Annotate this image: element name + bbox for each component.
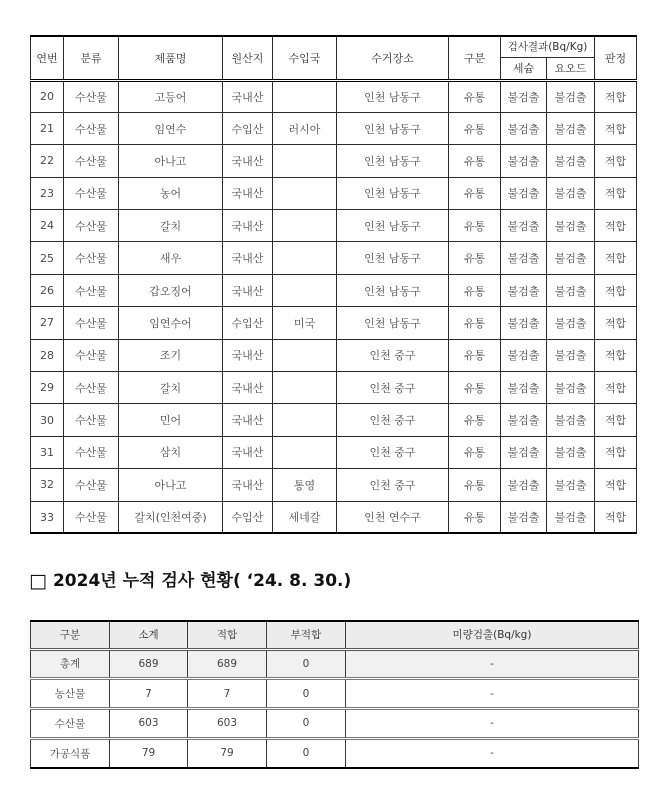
cell-product: 갑오징어: [119, 274, 223, 306]
cell-import-country: [273, 372, 337, 404]
cell-import-country: [273, 274, 337, 306]
cell-category: 수산물: [64, 242, 119, 274]
table-row: [31, 436, 637, 468]
cell-origin: 국내산: [223, 404, 273, 436]
header-distribution-type: 구분: [449, 36, 501, 80]
results-table-body: [31, 80, 637, 533]
cell-subtotal: 603: [110, 708, 188, 738]
cell-judgment: 적합: [595, 501, 637, 533]
cell-iodine: 불검출: [547, 436, 595, 468]
cell-judgment: 적합: [595, 436, 637, 468]
cell-iodine: 불검출: [547, 469, 595, 501]
cell-import-country: 미국: [273, 307, 337, 339]
cell-category: 수산물: [64, 339, 119, 371]
summary-table-body: [31, 649, 639, 768]
cell-distribution-type: 유통: [449, 242, 501, 274]
cell-trace: -: [346, 649, 639, 679]
cell-product: 농어: [119, 177, 223, 209]
table-row: [31, 372, 637, 404]
cell-origin: 국내산: [223, 210, 273, 242]
cell-category: 수산물: [64, 274, 119, 306]
inspection-results-table: [30, 35, 637, 534]
cell-distribution-type: 유통: [449, 339, 501, 371]
table-row: [31, 307, 637, 339]
cell-cesium: 불검출: [501, 339, 547, 371]
cell-distribution-type: 유통: [449, 112, 501, 144]
cell-product: 새우: [119, 242, 223, 274]
cell-cesium: 불검출: [501, 112, 547, 144]
table-row: [31, 145, 637, 177]
cell-pass: 79: [188, 738, 267, 768]
cell-no: 31: [31, 436, 64, 468]
cell-no: 30: [31, 404, 64, 436]
cell-iodine: 불검출: [547, 177, 595, 209]
cell-no: 26: [31, 274, 64, 306]
cell-product: 임연수: [119, 112, 223, 144]
cell-cesium: 불검출: [501, 404, 547, 436]
header-category: 분류: [64, 36, 119, 80]
cell-category: 수산물: [64, 112, 119, 144]
cell-collection-place: 인천 남동구: [337, 242, 449, 274]
cell-cesium: 불검출: [501, 210, 547, 242]
cell-iodine: 불검출: [547, 80, 595, 112]
cell-origin: 국내산: [223, 274, 273, 306]
table-row: [31, 274, 637, 306]
cell-category: 수산물: [64, 80, 119, 112]
cell-import-country: [273, 210, 337, 242]
cell-import-country: 통영: [273, 469, 337, 501]
cell-cesium: 불검출: [501, 372, 547, 404]
cell-import-country: 세네갈: [273, 501, 337, 533]
cell-judgment: 적합: [595, 274, 637, 306]
cell-distribution-type: 유통: [449, 372, 501, 404]
cell-product: 임연수어: [119, 307, 223, 339]
cell-no: 32: [31, 469, 64, 501]
cell-judgment: 적합: [595, 469, 637, 501]
table-row: [31, 177, 637, 209]
cell-product: 갈치: [119, 210, 223, 242]
cell-type: 수산물: [31, 708, 110, 738]
cell-iodine: 불검출: [547, 404, 595, 436]
cell-collection-place: 인천 남동구: [337, 145, 449, 177]
table-row: [31, 708, 639, 738]
header-trace: 미량검출(Bq/kg): [346, 621, 639, 649]
cell-product: 삼치: [119, 436, 223, 468]
cell-subtotal: 689: [110, 649, 188, 679]
cell-cesium: 불검출: [501, 177, 547, 209]
cell-origin: 국내산: [223, 242, 273, 274]
cell-collection-place: 인천 남동구: [337, 112, 449, 144]
cell-origin: 국내산: [223, 80, 273, 112]
cell-product: 아나고: [119, 145, 223, 177]
header-judgment: 판정: [595, 36, 637, 80]
cell-origin: 국내산: [223, 177, 273, 209]
cell-distribution-type: 유통: [449, 307, 501, 339]
cell-judgment: 적합: [595, 112, 637, 144]
cell-no: 22: [31, 145, 64, 177]
cell-category: 수산물: [64, 501, 119, 533]
table-row: [31, 339, 637, 371]
cell-no: 29: [31, 372, 64, 404]
cell-origin: 국내산: [223, 145, 273, 177]
cell-no: 20: [31, 80, 64, 112]
cell-judgment: 적합: [595, 372, 637, 404]
cell-origin: 국내산: [223, 469, 273, 501]
square-bullet-icon: □: [29, 570, 47, 592]
cell-iodine: 불검출: [547, 307, 595, 339]
cell-iodine: 불검출: [547, 145, 595, 177]
cell-collection-place: 인천 중구: [337, 404, 449, 436]
cell-judgment: 적합: [595, 404, 637, 436]
header-subtotal: 소계: [110, 621, 188, 649]
section-heading: [29, 569, 351, 593]
cell-origin: 수입산: [223, 307, 273, 339]
cell-product: 갈치(인천여중): [119, 501, 223, 533]
cell-product: 민어: [119, 404, 223, 436]
cell-product: 고등어: [119, 80, 223, 112]
cell-subtotal: 7: [110, 679, 188, 709]
cell-cesium: 불검출: [501, 80, 547, 112]
header-import-country: 수입국: [273, 36, 337, 80]
cell-judgment: 적합: [595, 145, 637, 177]
cell-no: 21: [31, 112, 64, 144]
cell-origin: 수입산: [223, 501, 273, 533]
cell-distribution-type: 유통: [449, 436, 501, 468]
header-cesium: 세슘: [501, 57, 547, 80]
cell-category: 수산물: [64, 372, 119, 404]
header-test-result: 검사결과(Bq/Kg): [501, 36, 595, 57]
cell-no: 23: [31, 177, 64, 209]
table-row: [31, 738, 639, 768]
cell-collection-place: 인천 중구: [337, 339, 449, 371]
cell-iodine: 불검출: [547, 112, 595, 144]
cell-product: 조기: [119, 339, 223, 371]
cell-iodine: 불검출: [547, 501, 595, 533]
table-row: [31, 469, 637, 501]
cell-category: 수산물: [64, 145, 119, 177]
cell-collection-place: 인천 남동구: [337, 210, 449, 242]
cell-pass: 7: [188, 679, 267, 709]
cell-category: 수산물: [64, 177, 119, 209]
cell-distribution-type: 유통: [449, 80, 501, 112]
cumulative-summary-table: [30, 620, 639, 769]
cell-judgment: 적합: [595, 242, 637, 274]
cell-import-country: [273, 242, 337, 274]
cell-iodine: 불검출: [547, 210, 595, 242]
cell-type: 총계: [31, 649, 110, 679]
table-row: [31, 80, 637, 112]
header-iodine: 요오드: [547, 57, 595, 80]
section-title: 2024년 누적 검사 현황( ‘24. 8. 30.): [52, 571, 352, 591]
cell-product: 아나고: [119, 469, 223, 501]
cell-no: 28: [31, 339, 64, 371]
cell-cesium: 불검출: [501, 145, 547, 177]
cell-collection-place: 인천 중구: [337, 469, 449, 501]
cell-import-country: 러시아: [273, 112, 337, 144]
cell-fail: 0: [267, 708, 346, 738]
cell-judgment: 적합: [595, 210, 637, 242]
header-row: [31, 621, 639, 649]
cell-origin: 국내산: [223, 436, 273, 468]
cell-subtotal: 79: [110, 738, 188, 768]
cell-fail: 0: [267, 649, 346, 679]
cell-cesium: 불검출: [501, 436, 547, 468]
cell-trace: -: [346, 708, 639, 738]
cell-distribution-type: 유통: [449, 274, 501, 306]
header-row: [31, 36, 637, 57]
cell-import-country: [273, 177, 337, 209]
cell-category: 수산물: [64, 307, 119, 339]
cell-cesium: 불검출: [501, 469, 547, 501]
cell-import-country: [273, 80, 337, 112]
cell-collection-place: 인천 남동구: [337, 177, 449, 209]
cell-pass: 603: [188, 708, 267, 738]
cell-collection-place: 인천 남동구: [337, 307, 449, 339]
cell-import-country: [273, 436, 337, 468]
header-no: 연번: [31, 36, 64, 80]
cell-no: 33: [31, 501, 64, 533]
table-row: [31, 112, 637, 144]
results-table-header: [31, 36, 637, 80]
cell-distribution-type: 유통: [449, 177, 501, 209]
header-type: 구분: [31, 621, 110, 649]
cell-distribution-type: 유통: [449, 469, 501, 501]
cell-import-country: [273, 339, 337, 371]
cell-cesium: 불검출: [501, 242, 547, 274]
cell-distribution-type: 유통: [449, 404, 501, 436]
cell-judgment: 적합: [595, 339, 637, 371]
cell-fail: 0: [267, 738, 346, 768]
cell-import-country: [273, 145, 337, 177]
cell-product: 갈치: [119, 372, 223, 404]
cell-category: 수산물: [64, 469, 119, 501]
cell-trace: -: [346, 738, 639, 768]
cell-origin: 수입산: [223, 112, 273, 144]
cell-cesium: 불검출: [501, 274, 547, 306]
header-pass: 적합: [188, 621, 267, 649]
cell-iodine: 불검출: [547, 339, 595, 371]
header-fail: 부적합: [267, 621, 346, 649]
table-row: [31, 242, 637, 274]
cell-import-country: [273, 404, 337, 436]
cell-fail: 0: [267, 679, 346, 709]
cell-category: 수산물: [64, 210, 119, 242]
table-row: [31, 210, 637, 242]
cell-iodine: 불검출: [547, 274, 595, 306]
cell-distribution-type: 유통: [449, 501, 501, 533]
cell-cesium: 불검출: [501, 307, 547, 339]
cell-collection-place: 인천 연수구: [337, 501, 449, 533]
cell-iodine: 불검출: [547, 372, 595, 404]
table-row-total: [31, 649, 639, 679]
table-row: [31, 679, 639, 709]
header-origin: 원산지: [223, 36, 273, 80]
table-row: [31, 501, 637, 533]
header-product: 제품명: [119, 36, 223, 80]
cell-type: 가공식품: [31, 738, 110, 768]
cell-collection-place: 인천 남동구: [337, 80, 449, 112]
cell-distribution-type: 유통: [449, 210, 501, 242]
summary-table-header: [31, 621, 639, 649]
cell-category: 수산물: [64, 404, 119, 436]
cell-iodine: 불검출: [547, 242, 595, 274]
cell-origin: 국내산: [223, 372, 273, 404]
cell-collection-place: 인천 남동구: [337, 274, 449, 306]
header-collection-place: 수거장소: [337, 36, 449, 80]
cell-no: 27: [31, 307, 64, 339]
cell-distribution-type: 유통: [449, 145, 501, 177]
cell-judgment: 적합: [595, 307, 637, 339]
cell-judgment: 적합: [595, 80, 637, 112]
cell-pass: 689: [188, 649, 267, 679]
cell-no: 25: [31, 242, 64, 274]
cell-collection-place: 인천 중구: [337, 436, 449, 468]
table-row: [31, 404, 637, 436]
cell-collection-place: 인천 중구: [337, 372, 449, 404]
cell-type: 농산물: [31, 679, 110, 709]
cell-category: 수산물: [64, 436, 119, 468]
cell-cesium: 불검출: [501, 501, 547, 533]
cell-judgment: 적합: [595, 177, 637, 209]
cell-no: 24: [31, 210, 64, 242]
cell-trace: -: [346, 679, 639, 709]
cell-origin: 국내산: [223, 339, 273, 371]
